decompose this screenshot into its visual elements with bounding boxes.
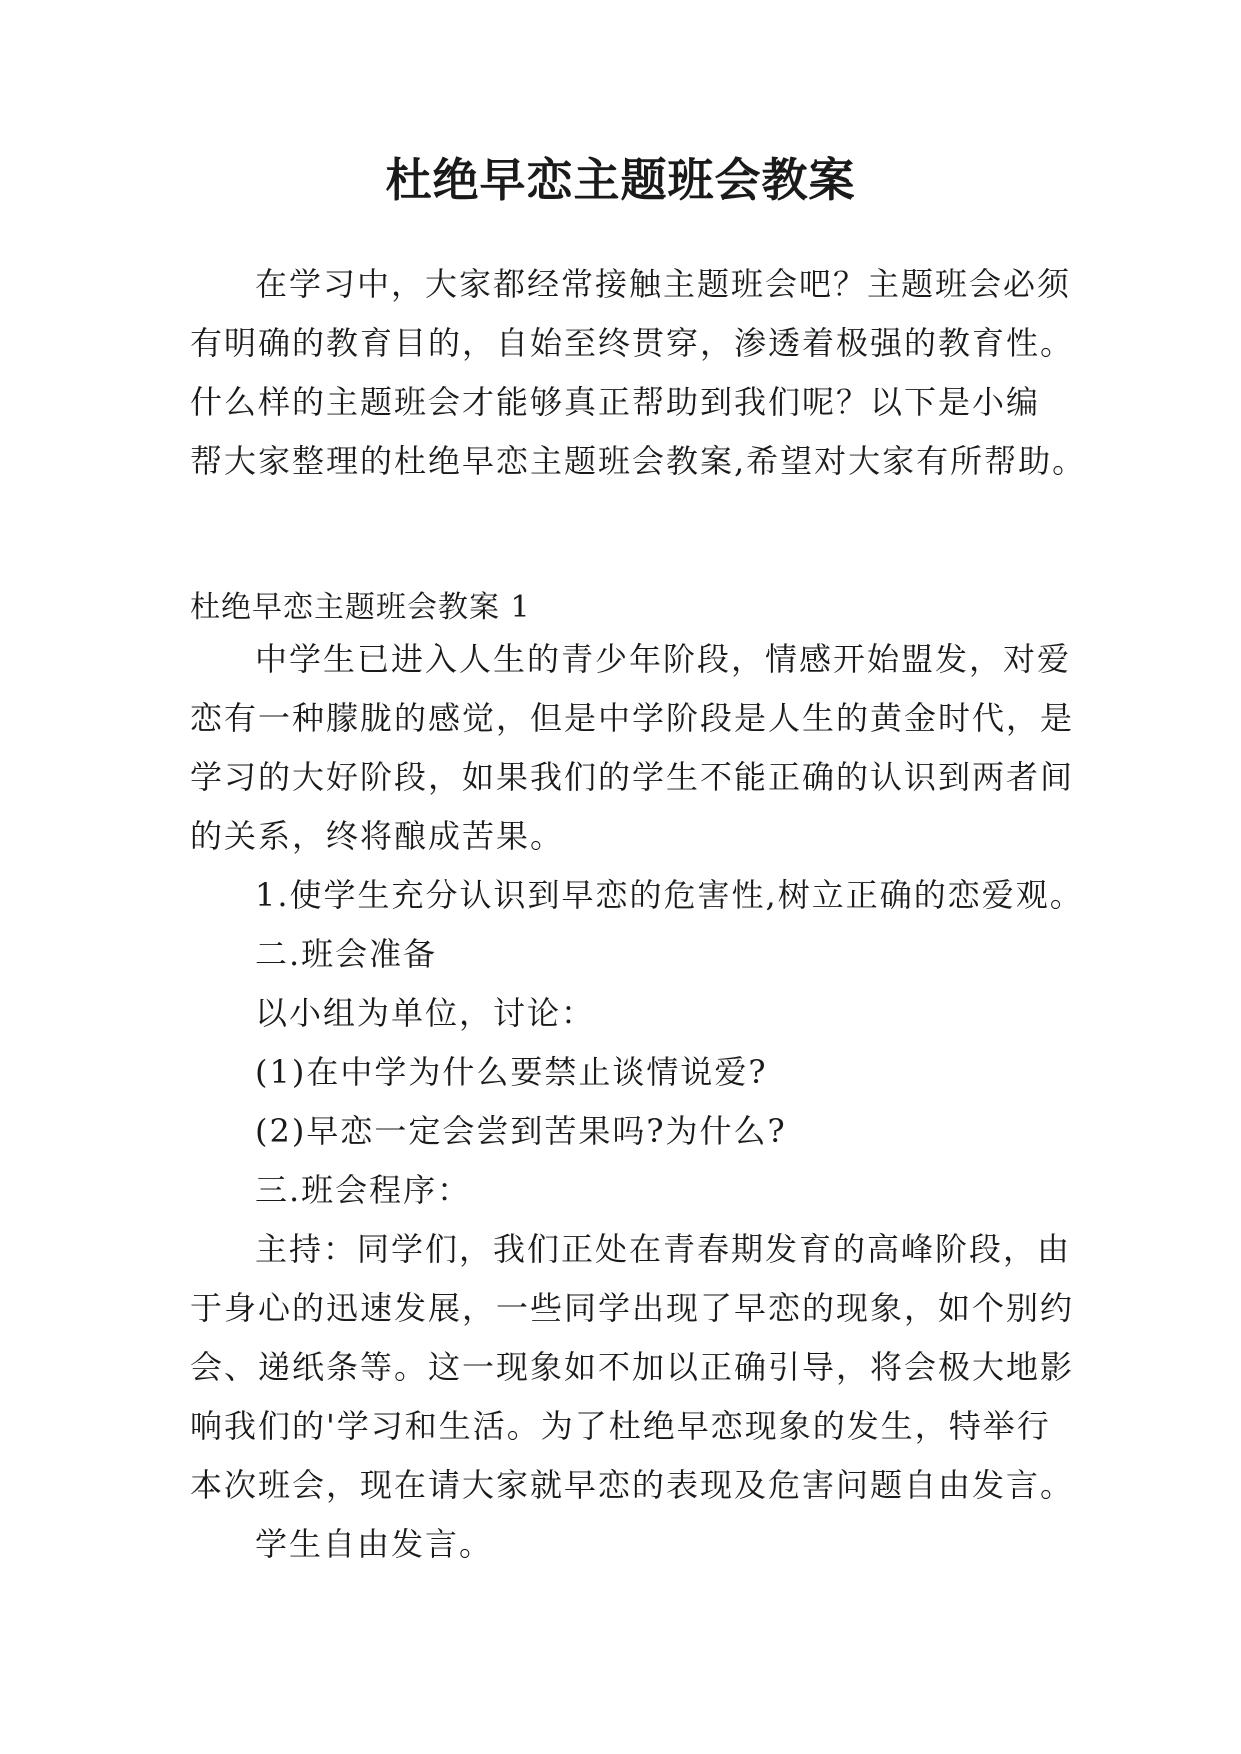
- host-line-4: 响我们的'学习和生活。为了杜绝早恋现象的发生，特举行: [190, 1407, 1051, 1445]
- document-title: 杜绝早恋主题班会教案: [385, 153, 856, 207]
- intro-line-4: 帮大家整理的杜绝早恋主题班会教案,希望对大家有所帮助。: [190, 442, 1087, 480]
- students-speak: 学生自由发言。: [255, 1525, 494, 1563]
- host-line-1: 主持：同学们，我们正处在青春期发育的高峰阶段，由: [255, 1230, 1072, 1268]
- host-line-3: 会、递纸条等。这一现象如不加以正确引导，将会极大地影: [190, 1348, 1075, 1386]
- intro-line-3: 什么样的主题班会才能够真正帮助到我们呢？以下是小编: [190, 383, 1041, 421]
- section-heading-1: 杜绝早恋主题班会教案 1: [190, 590, 531, 625]
- para1-line-2: 恋有一种朦胧的感觉，但是中学阶段是人生的黄金时代，是: [190, 699, 1075, 737]
- intro-line-2: 有明确的教育目的，自始至终贯穿，渗透着极强的教育性。: [190, 324, 1075, 362]
- question-2: (2)早恋一定会尝到苦果吗?为什么?: [255, 1112, 787, 1150]
- host-line-5: 本次班会，现在请大家就早恋的表现及危害问题自由发言。: [190, 1466, 1075, 1504]
- goal-item: 1.使学生充分认识到早恋的危害性,树立正确的恋爱观。: [255, 876, 1084, 914]
- host-line-2: 于身心的迅速发展，一些同学出现了早恋的现象，如个别约: [190, 1289, 1075, 1327]
- intro-line-1: 在学习中，大家都经常接触主题班会吧？主题班会必须: [255, 265, 1072, 303]
- prep-intro: 以小组为单位，讨论：: [255, 994, 596, 1032]
- para1-line-1: 中学生已进入人生的青少年阶段，情感开始盟发，对爱: [255, 640, 1072, 678]
- prep-heading: 二.班会准备: [255, 935, 438, 973]
- para1-line-4: 的关系，终将酿成苦果。: [190, 817, 565, 855]
- question-1: (1)在中学为什么要禁止谈情说爱?: [255, 1053, 768, 1091]
- procedure-heading: 三.班会程序：: [255, 1171, 472, 1209]
- para1-line-3: 学习的大好阶段，如果我们的学生不能正确的认识到两者间: [190, 758, 1075, 796]
